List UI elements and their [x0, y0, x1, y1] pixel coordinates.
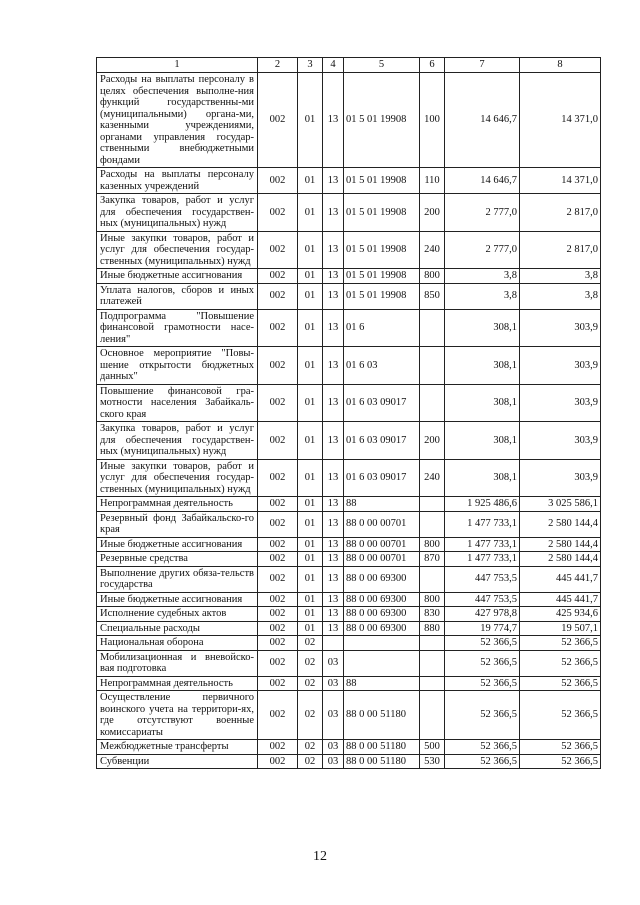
- subsection-code: 03: [323, 650, 344, 676]
- target-article: 01 6 03 09017: [344, 384, 420, 422]
- amount-year-1: 52 366,5: [445, 676, 520, 691]
- subsection-code: 13: [323, 73, 344, 168]
- row-name: Специальные расходы: [97, 621, 258, 636]
- amount-year-2: 3,8: [520, 269, 601, 284]
- row-name: Иные закупки товаров, работ и услуг для обеспечения государ-ственных (муниципальных) нужд: [97, 459, 258, 497]
- target-article: 01 5 01 19908: [344, 194, 420, 232]
- table-row: [97, 511, 601, 537]
- col-header: 2: [258, 58, 298, 73]
- row-name: Основное мероприятие "Повы-шение открытости бюджетных данных": [97, 347, 258, 385]
- amount-year-2: 3,8: [520, 283, 601, 309]
- admin-code: 002: [258, 283, 298, 309]
- section-code: 01: [298, 592, 323, 607]
- table-row: [97, 676, 601, 691]
- amount-year-2: 445 441,7: [520, 592, 601, 607]
- col-header: 5: [344, 58, 420, 73]
- admin-code: 002: [258, 607, 298, 622]
- target-article: 88 0 00 69300: [344, 607, 420, 622]
- target-article: 88 0 00 69300: [344, 592, 420, 607]
- target-article: 88 0 00 51180: [344, 740, 420, 755]
- section-code: 01: [298, 269, 323, 284]
- admin-code: 002: [258, 552, 298, 567]
- section-code: 01: [298, 231, 323, 269]
- section-code: 02: [298, 740, 323, 755]
- section-code: 01: [298, 511, 323, 537]
- subsection-code: 13: [323, 231, 344, 269]
- admin-code: 002: [258, 309, 298, 347]
- subsection-code: 13: [323, 384, 344, 422]
- amount-year-2: 52 366,5: [520, 650, 601, 676]
- expense-type: 800: [420, 592, 445, 607]
- expense-type: [420, 691, 445, 740]
- amount-year-2: 303,9: [520, 347, 601, 385]
- target-article: 01 5 01 19908: [344, 168, 420, 194]
- target-article: 88 0 00 51180: [344, 754, 420, 769]
- row-name: Выполнение других обяза-тельств государства: [97, 566, 258, 592]
- amount-year-2: 14 371,0: [520, 73, 601, 168]
- amount-year-2: 2 817,0: [520, 194, 601, 232]
- table-row: [97, 636, 601, 651]
- admin-code: 002: [258, 650, 298, 676]
- amount-year-2: 425 934,6: [520, 607, 601, 622]
- section-code: 01: [298, 422, 323, 460]
- row-name: Иные закупки товаров, работ и услуг для обеспечения государ-ственных (муниципальных) нужд: [97, 231, 258, 269]
- row-name: Исполнение судебных актов: [97, 607, 258, 622]
- expense-type: [420, 497, 445, 512]
- amount-year-2: 14 371,0: [520, 168, 601, 194]
- col-header: 4: [323, 58, 344, 73]
- expense-type: 500: [420, 740, 445, 755]
- amount-year-1: 1 477 733,1: [445, 537, 520, 552]
- amount-year-1: 308,1: [445, 384, 520, 422]
- subsection-code: 13: [323, 309, 344, 347]
- row-name: Субвенции: [97, 754, 258, 769]
- subsection-code: 13: [323, 347, 344, 385]
- row-name: Непрограммная деятельность: [97, 676, 258, 691]
- expense-type: 530: [420, 754, 445, 769]
- target-article: 01 5 01 19908: [344, 73, 420, 168]
- admin-code: 002: [258, 497, 298, 512]
- amount-year-2: 52 366,5: [520, 676, 601, 691]
- table-row: [97, 384, 601, 422]
- table-row: [97, 537, 601, 552]
- expense-type: [420, 676, 445, 691]
- section-code: 01: [298, 621, 323, 636]
- subsection-code: 03: [323, 676, 344, 691]
- subsection-code: 13: [323, 168, 344, 194]
- amount-year-2: 445 441,7: [520, 566, 601, 592]
- section-code: 01: [298, 309, 323, 347]
- row-name: Закупка товаров, работ и услуг для обеспечения государствен-ных (муниципальных) нужд: [97, 422, 258, 460]
- target-article: 88 0 00 00701: [344, 537, 420, 552]
- row-name: Иные бюджетные ассигнования: [97, 592, 258, 607]
- row-name: Расходы на выплаты персоналу в целях обеспечения выполне-ния функций государственны-ми (муниципальными) органа-ми, казенными учреждениями, органами управления государ-ственными внебюджетными фондами: [97, 73, 258, 168]
- subsection-code: 13: [323, 497, 344, 512]
- table-row: [97, 566, 601, 592]
- row-name: Мобилизационная и вневойско-вая подготовка: [97, 650, 258, 676]
- admin-code: 002: [258, 194, 298, 232]
- admin-code: 002: [258, 422, 298, 460]
- table-row: [97, 309, 601, 347]
- budget-table: [96, 57, 601, 769]
- amount-year-1: 14 646,7: [445, 73, 520, 168]
- target-article: 88 0 00 00701: [344, 552, 420, 567]
- expense-type: 800: [420, 269, 445, 284]
- amount-year-2: 3 025 586,1: [520, 497, 601, 512]
- col-header: 1: [97, 58, 258, 73]
- admin-code: 002: [258, 73, 298, 168]
- table-row: [97, 347, 601, 385]
- amount-year-1: 52 366,5: [445, 740, 520, 755]
- subsection-code: 03: [323, 691, 344, 740]
- subsection-code: 13: [323, 422, 344, 460]
- row-name: Иные бюджетные ассигнования: [97, 269, 258, 284]
- amount-year-2: 2 580 144,4: [520, 537, 601, 552]
- target-article: [344, 636, 420, 651]
- expense-type: 800: [420, 537, 445, 552]
- section-code: 01: [298, 566, 323, 592]
- admin-code: 002: [258, 347, 298, 385]
- admin-code: 002: [258, 676, 298, 691]
- row-name: Резервные средства: [97, 552, 258, 567]
- amount-year-1: 52 366,5: [445, 650, 520, 676]
- expense-type: [420, 309, 445, 347]
- table-row: [97, 168, 601, 194]
- table-row: [97, 231, 601, 269]
- page-number: 12: [313, 849, 327, 864]
- amount-year-1: 52 366,5: [445, 754, 520, 769]
- row-name: Расходы на выплаты персоналу казенных учреждений: [97, 168, 258, 194]
- col-header: 8: [520, 58, 601, 73]
- amount-year-2: 303,9: [520, 384, 601, 422]
- table-row: [97, 422, 601, 460]
- expense-type: [420, 566, 445, 592]
- table-row: [97, 194, 601, 232]
- subsection-code: 13: [323, 607, 344, 622]
- section-code: 01: [298, 552, 323, 567]
- admin-code: 002: [258, 592, 298, 607]
- amount-year-1: 52 366,5: [445, 636, 520, 651]
- subsection-code: 13: [323, 537, 344, 552]
- target-article: 88 0 00 69300: [344, 566, 420, 592]
- row-name: Иные бюджетные ассигнования: [97, 537, 258, 552]
- target-article: [344, 650, 420, 676]
- amount-year-1: 2 777,0: [445, 194, 520, 232]
- expense-type: 830: [420, 607, 445, 622]
- admin-code: 002: [258, 691, 298, 740]
- subsection-code: 03: [323, 740, 344, 755]
- expense-type: 200: [420, 194, 445, 232]
- expense-type: [420, 384, 445, 422]
- amount-year-2: 303,9: [520, 422, 601, 460]
- amount-year-1: 308,1: [445, 422, 520, 460]
- expense-type: [420, 347, 445, 385]
- admin-code: 002: [258, 537, 298, 552]
- row-name: Национальная оборона: [97, 636, 258, 651]
- amount-year-1: 1 477 733,1: [445, 552, 520, 567]
- table-row: [97, 650, 601, 676]
- amount-year-1: 308,1: [445, 459, 520, 497]
- row-name: Осуществление первичного воинского учета на территори-ях, где отсутствуют военные комиссариаты: [97, 691, 258, 740]
- expense-type: 240: [420, 231, 445, 269]
- subsection-code: 13: [323, 459, 344, 497]
- amount-year-2: 2 580 144,4: [520, 552, 601, 567]
- target-article: 01 6 03 09017: [344, 459, 420, 497]
- table-row: [97, 283, 601, 309]
- amount-year-1: 308,1: [445, 347, 520, 385]
- subsection-code: 13: [323, 552, 344, 567]
- amount-year-1: 1 477 733,1: [445, 511, 520, 537]
- target-article: 01 6 03 09017: [344, 422, 420, 460]
- amount-year-2: 52 366,5: [520, 691, 601, 740]
- subsection-code: 13: [323, 592, 344, 607]
- admin-code: 002: [258, 566, 298, 592]
- admin-code: 002: [258, 740, 298, 755]
- section-code: 02: [298, 676, 323, 691]
- row-name: Резервный фонд Забайкальско-го края: [97, 511, 258, 537]
- section-code: 01: [298, 497, 323, 512]
- amount-year-1: 308,1: [445, 309, 520, 347]
- section-code: 01: [298, 283, 323, 309]
- target-article: 01 5 01 19908: [344, 283, 420, 309]
- admin-code: 002: [258, 384, 298, 422]
- expense-type: 200: [420, 422, 445, 460]
- subsection-code: 13: [323, 283, 344, 309]
- row-name: Уплата налогов, сборов и иных платежей: [97, 283, 258, 309]
- subsection-code: 13: [323, 511, 344, 537]
- amount-year-2: 52 366,5: [520, 754, 601, 769]
- section-code: 01: [298, 459, 323, 497]
- amount-year-1: 52 366,5: [445, 691, 520, 740]
- row-name: Закупка товаров, работ и услуг для обеспечения государствен-ных (муниципальных) нужд: [97, 194, 258, 232]
- section-code: 02: [298, 691, 323, 740]
- amount-year-1: 2 777,0: [445, 231, 520, 269]
- amount-year-2: 303,9: [520, 309, 601, 347]
- section-code: 01: [298, 168, 323, 194]
- expense-type: 850: [420, 283, 445, 309]
- admin-code: 002: [258, 511, 298, 537]
- row-name: Межбюджетные трансферты: [97, 740, 258, 755]
- expense-type: [420, 511, 445, 537]
- expense-type: 110: [420, 168, 445, 194]
- expense-type: 100: [420, 73, 445, 168]
- row-name: Непрограммная деятельность: [97, 497, 258, 512]
- subsection-code: 03: [323, 754, 344, 769]
- col-header: 6: [420, 58, 445, 73]
- expense-type: 870: [420, 552, 445, 567]
- amount-year-2: 19 507,1: [520, 621, 601, 636]
- amount-year-1: 19 774,7: [445, 621, 520, 636]
- table-row: [97, 740, 601, 755]
- target-article: 88 0 00 00701: [344, 511, 420, 537]
- section-code: 01: [298, 194, 323, 232]
- amount-year-2: 2 817,0: [520, 231, 601, 269]
- admin-code: 002: [258, 231, 298, 269]
- amount-year-1: 1 925 486,6: [445, 497, 520, 512]
- table-row: [97, 754, 601, 769]
- target-article: 88: [344, 676, 420, 691]
- admin-code: 002: [258, 621, 298, 636]
- expense-type: [420, 636, 445, 651]
- subsection-code: [323, 636, 344, 651]
- admin-code: 002: [258, 636, 298, 651]
- admin-code: 002: [258, 754, 298, 769]
- target-article: 88: [344, 497, 420, 512]
- table-row: [97, 73, 601, 168]
- section-code: 02: [298, 650, 323, 676]
- table-row: [97, 607, 601, 622]
- amount-year-2: 303,9: [520, 459, 601, 497]
- table-row: [97, 269, 601, 284]
- target-article: 01 6 03: [344, 347, 420, 385]
- amount-year-1: 427 978,8: [445, 607, 520, 622]
- section-code: 01: [298, 347, 323, 385]
- subsection-code: 13: [323, 269, 344, 284]
- expense-type: 240: [420, 459, 445, 497]
- header-row: [97, 58, 601, 73]
- section-code: 02: [298, 636, 323, 651]
- subsection-code: 13: [323, 621, 344, 636]
- table-row: [97, 459, 601, 497]
- expense-type: [420, 650, 445, 676]
- table-row: [97, 592, 601, 607]
- admin-code: 002: [258, 459, 298, 497]
- table-row: [97, 691, 601, 740]
- target-article: 88 0 00 69300: [344, 621, 420, 636]
- subsection-code: 13: [323, 194, 344, 232]
- section-code: 01: [298, 73, 323, 168]
- amount-year-1: 14 646,7: [445, 168, 520, 194]
- col-header: 7: [445, 58, 520, 73]
- target-article: 01 6: [344, 309, 420, 347]
- table-row: [97, 552, 601, 567]
- col-header: 3: [298, 58, 323, 73]
- section-code: 01: [298, 607, 323, 622]
- amount-year-1: 3,8: [445, 269, 520, 284]
- amount-year-1: 447 753,5: [445, 592, 520, 607]
- section-code: 02: [298, 754, 323, 769]
- admin-code: 002: [258, 269, 298, 284]
- subsection-code: 13: [323, 566, 344, 592]
- target-article: 88 0 00 51180: [344, 691, 420, 740]
- section-code: 01: [298, 537, 323, 552]
- expense-type: 880: [420, 621, 445, 636]
- amount-year-2: 2 580 144,4: [520, 511, 601, 537]
- table-row: [97, 497, 601, 512]
- amount-year-2: 52 366,5: [520, 636, 601, 651]
- target-article: 01 5 01 19908: [344, 231, 420, 269]
- target-article: 01 5 01 19908: [344, 269, 420, 284]
- admin-code: 002: [258, 168, 298, 194]
- row-name: Повышение финансовой гра-мотности населения Забайкаль-ского края: [97, 384, 258, 422]
- section-code: 01: [298, 384, 323, 422]
- amount-year-1: 3,8: [445, 283, 520, 309]
- amount-year-2: 52 366,5: [520, 740, 601, 755]
- amount-year-1: 447 753,5: [445, 566, 520, 592]
- table-row: [97, 621, 601, 636]
- row-name: Подпрограмма "Повышение финансовой грамотности насе-ления": [97, 309, 258, 347]
